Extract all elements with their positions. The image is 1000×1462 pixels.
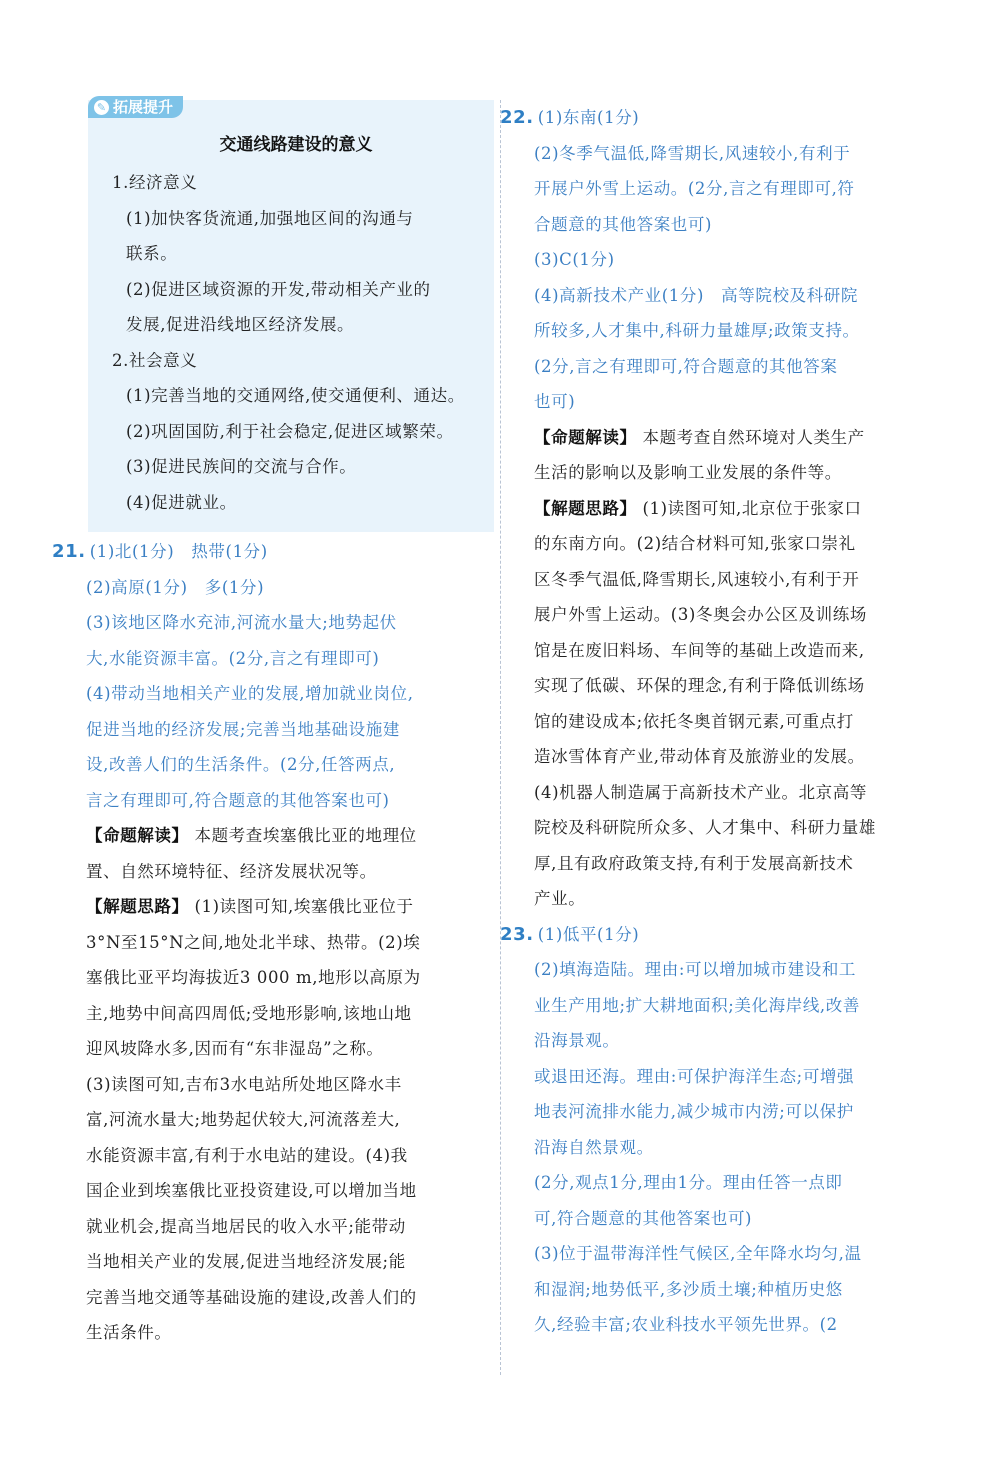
q22-thinking-line: 实现了低碳、环保的理念,有利于降低训练场: [534, 676, 865, 695]
q21-reading-line: 置、自然环境特征、经济发展状况等。: [86, 861, 377, 881]
question-23: [500, 917, 942, 1343]
q22-reading-line: 生活的影响以及影响工业发展的条件等。: [534, 463, 842, 482]
left-column: [52, 98, 494, 1351]
q22-thinking-line: 展户外雪上运动。(3)冬奥会办公区及训练场: [534, 605, 867, 624]
extension-line: (2)巩固国防,利于社会稳定,促进区域繁荣。: [126, 421, 454, 441]
q21-reading-line: 【命题解读】 本题考查埃塞俄比亚的地理位: [86, 826, 417, 845]
q21-thinking-tag: 【解题思路】: [86, 897, 189, 916]
q22-thinking-line: 厚,且有政府政策支持,有利于发展高新技术: [534, 853, 854, 873]
q21-answer-line: (4)带动当地相关产业的发展,增加就业岗位,: [86, 684, 414, 703]
extension-line: 1.经济意义: [112, 173, 198, 192]
q21-thinking-line: 就业机会,提高当地居民的收入水平;能带动: [86, 1216, 406, 1236]
q21-thinking-line: 迎风坡降水多,因而有“东非湿岛”之称。: [86, 1039, 384, 1058]
q23-answer-line: (2)填海造陆。理由:可以增加城市建设和工: [534, 960, 857, 979]
q23-answer-line: (3)位于温带海洋性气候区,全年降水均匀,温: [534, 1244, 862, 1263]
q21-answer-line: 大,水能资源丰富。(2分,言之有理即可): [86, 648, 380, 668]
q21-answer-line: (3)该地区降水充沛,河流水量大;地势起伏: [86, 613, 397, 632]
q22-thinking-line: 院校及科研院所众多、人才集中、科研力量雄: [534, 818, 876, 837]
q21-thinking-line: 【解题思路】 (1)读图可知,埃塞俄比亚位于: [86, 897, 414, 916]
column-divider: [500, 100, 501, 1375]
q21-answer-line: 21. (1)北(1分) 热带(1分): [52, 541, 268, 562]
q21-answer-line: 言之有理即可,符合题意的其他答案也可): [86, 790, 390, 810]
extension-line: (4)促进就业。: [126, 492, 237, 512]
q22-thinking-line: 馆的建设成本;依托冬奥首钢元素,可重点打: [534, 711, 854, 731]
extension-line: 发展,促进沿线地区经济发展。: [126, 315, 355, 334]
q23-answer-line: 久,经验丰富;农业科技水平领先世界。(2: [534, 1315, 838, 1334]
q22-reading-tag: 【命题解读】: [534, 427, 637, 447]
q23-answer-line: 沿海景观。: [534, 1031, 620, 1050]
q22-number: 22.: [500, 107, 534, 128]
q23-number: 23.: [500, 923, 534, 945]
q21-thinking-line: 当地相关产业的发展,促进当地经济发展;能: [86, 1252, 406, 1271]
q22-answer-line: (2)冬季气温低,降雪期长,风速较小,有利于: [534, 143, 851, 163]
q22-thinking-line: 【解题思路】 (1)读图可知,北京位于张家口: [534, 498, 862, 518]
q22-reading-line: 【命题解读】 本题考查自然环境对人类生产: [534, 427, 865, 447]
right-column: [500, 100, 942, 1343]
q23-answer-line: 23. (1)低平(1分): [500, 923, 640, 945]
q23-answer-line: 可,符合题意的其他答案也可): [534, 1208, 753, 1228]
q21-thinking-line: 水能资源丰富,有利于水电站的建设。(4)我: [86, 1145, 408, 1165]
extension-lines: [112, 165, 480, 520]
q21-thinking-line: (3)读图可知,吉布3水电站所处地区降水丰: [86, 1074, 402, 1094]
q22-thinking-line: 的东南方向。(2)结合材料可知,张家口崇礼: [534, 534, 856, 553]
q22-thinking-line: 区冬季气温低,降雪期长,风速较小,有利于开: [534, 569, 860, 589]
q21-thinking-line: 生活条件。: [86, 1323, 172, 1342]
q22-answer-line: (4)高新技术产业(1分) 高等院校及科研院: [534, 285, 858, 305]
q22-thinking-line: 造冰雪体育产业,带动体育及旅游业的发展。: [534, 747, 865, 766]
q21-number: 21.: [52, 541, 86, 562]
extension-line: 2.社会意义: [112, 350, 198, 370]
extension-line: (3)促进民族间的交流与合作。: [126, 457, 357, 476]
extension-line: (2)促进区域资源的开发,带动相关产业的: [126, 279, 431, 299]
q22-answer-line: 也可): [534, 392, 576, 411]
q23-answer-line: 或退田还海。理由:可保护海洋生态;可增强: [534, 1066, 855, 1086]
q22-answer-line: 合题意的其他答案也可): [534, 214, 713, 234]
q22-thinking-line: 馆是在废旧料场、车间等的基础上改造而来,: [534, 640, 865, 660]
q23-answer-line: (2分,观点1分,理由1分。理由任答一点即: [534, 1173, 843, 1192]
q23-answer-line: 沿海自然景观。: [534, 1137, 654, 1157]
q21-answer-line: 设,改善人们的生活条件。(2分,任答两点,: [86, 755, 396, 774]
q21-answer-line: 促进当地的经济发展;完善当地基础设施建: [86, 719, 400, 739]
question-21: [52, 534, 494, 1351]
q23-answer-line: 地表河流排水能力,减少城市内涝;可以保护: [534, 1102, 854, 1121]
extension-tag-label: 拓展提升: [113, 98, 174, 116]
q21-thinking-line: 富,河流水量大;地势起伏较大,河流落差大,: [86, 1110, 401, 1129]
pencil-icon: ✎: [94, 100, 109, 115]
q21-thinking-line: 塞俄比亚平均海拔近3 000 m,地形以高原为: [86, 968, 421, 987]
q21-thinking-line: 主,地势中间高四周低;受地形影响,该地山地: [86, 1003, 412, 1023]
q22-thinking-tag: 【解题思路】: [534, 498, 637, 518]
q23-answer-line: 业生产用地;扩大耕地面积;美化海岸线,改善: [534, 995, 860, 1015]
q21-answer-line: (2)高原(1分) 多(1分): [86, 577, 265, 597]
extension-title: 交通线路建设的意义: [219, 135, 373, 155]
q22-answer-line: (3)C(1分): [534, 250, 615, 269]
q22-thinking-line: (4)机器人制造属于高新技术产业。北京高等: [534, 782, 867, 802]
q22-thinking-line: 产业。: [534, 889, 586, 908]
question-22: [500, 100, 942, 917]
q22-answer-line: 22. (1)东南(1分): [500, 107, 640, 128]
extension-line: (1)加快客货流通,加强地区间的沟通与: [126, 208, 414, 228]
q23-answer-line: 和湿润;地势低平,多沙质土壤;种植历史悠: [534, 1279, 843, 1299]
extension-tag: [88, 96, 183, 118]
extension-line: 联系。: [126, 244, 178, 263]
q21-thinking-line: 国企业到埃塞俄比亚投资建设,可以增加当地: [86, 1181, 417, 1200]
q21-reading-tag: 【命题解读】: [86, 826, 189, 845]
q21-thinking-line: 完善当地交通等基础设施的建设,改善人们的: [86, 1287, 417, 1307]
q22-answer-line: (2分,言之有理即可,符合题意的其他答案: [534, 356, 838, 376]
q22-answer-line: 所较多,人才集中,科研力量雄厚;政策支持。: [534, 321, 860, 340]
q22-answer-line: 开展户外雪上运动。(2分,言之有理即可,符: [534, 179, 855, 198]
q21-thinking-line: 3°N至15°N之间,地处北半球、热带。(2)埃: [86, 932, 421, 952]
extension-box: [88, 100, 494, 532]
extension-line: (1)完善当地的交通网络,使交通便利、通达。: [126, 386, 465, 405]
